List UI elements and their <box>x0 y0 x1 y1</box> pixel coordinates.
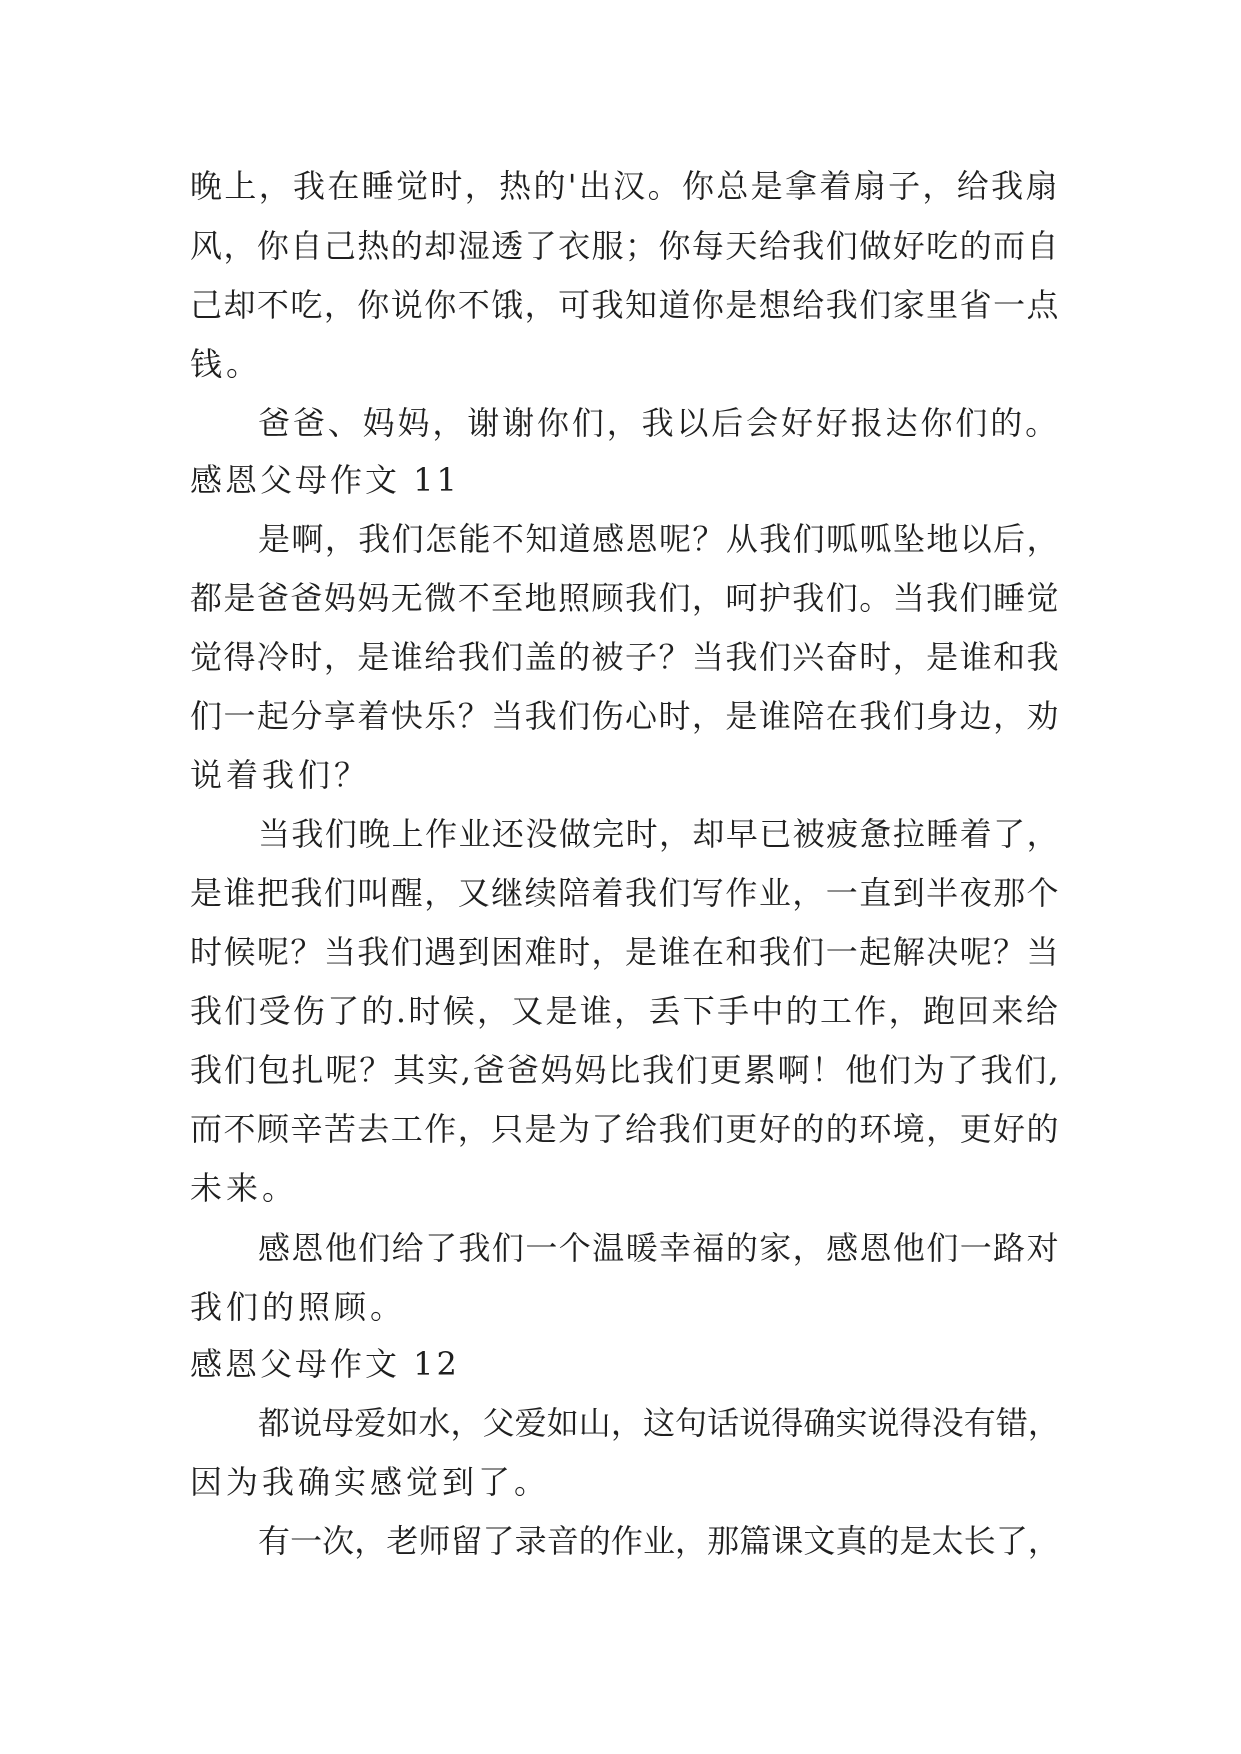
text-line: 都是爸爸妈妈无微不至地照顾我们，呵护我们。当我们睡觉 <box>190 579 1061 617</box>
text-line: 钱。 <box>190 345 263 383</box>
text-line: 都说母爱如水，父爱如山，这句话说得确实说得没有错， <box>258 1404 1061 1442</box>
text-line: 当我们晚上作业还没做完时，却早已被疲惫拉睡着了， <box>258 815 1061 853</box>
text-line: 我们包扎呢？其实,爸爸妈妈比我们更累啊！他们为了我们, <box>190 1051 1061 1089</box>
section-heading: 感恩父母作文 12 <box>190 1345 460 1383</box>
text-line: 们一起分享着快乐？当我们伤心时，是谁陪在我们身边，劝 <box>190 697 1061 735</box>
text-line: 己却不吃，你说你不饿，可我知道你是想给我们家里省一点 <box>190 286 1061 324</box>
text-line: 而不顾辛苦去工作，只是为了给我们更好的的环境，更好的 <box>190 1110 1061 1148</box>
text-line: 晚上，我在睡觉时，热的'出汉。你总是拿着扇子，给我扇 <box>190 167 1060 205</box>
text-line: 爸爸、妈妈，谢谢你们，我以后会好好报达你们的。 <box>258 404 1061 442</box>
text-line: 我们的照顾。 <box>190 1288 407 1326</box>
text-line: 是啊，我们怎能不知道感恩呢？从我们呱呱坠地以后， <box>258 520 1061 558</box>
section-heading: 感恩父母作文 11 <box>190 461 460 499</box>
text-line: 感恩他们给了我们一个温暖幸福的家，感恩他们一路对 <box>258 1229 1061 1267</box>
text-line: 说着我们？ <box>190 756 371 794</box>
text-line: 因为我确实感觉到了。 <box>190 1463 551 1501</box>
text-line: 时候呢？当我们遇到困难时，是谁在和我们一起解决呢？当 <box>190 933 1061 971</box>
text-line: 是谁把我们叫醒，又继续陪着我们写作业，一直到半夜那个 <box>190 874 1061 912</box>
text-line: 有一次，老师留了录音的作业，那篇课文真的是太长了， <box>258 1522 1061 1560</box>
text-line: 风，你自己热的却湿透了衣服；你每天给我们做好吃的而自 <box>190 227 1061 265</box>
text-line: 未来。 <box>190 1169 299 1207</box>
text-line: 觉得冷时，是谁给我们盖的被子？当我们兴奋时，是谁和我 <box>190 638 1061 676</box>
text-line: 我们受伤了的.时候，又是谁，丢下手中的工作，跑回来给 <box>190 992 1061 1030</box>
